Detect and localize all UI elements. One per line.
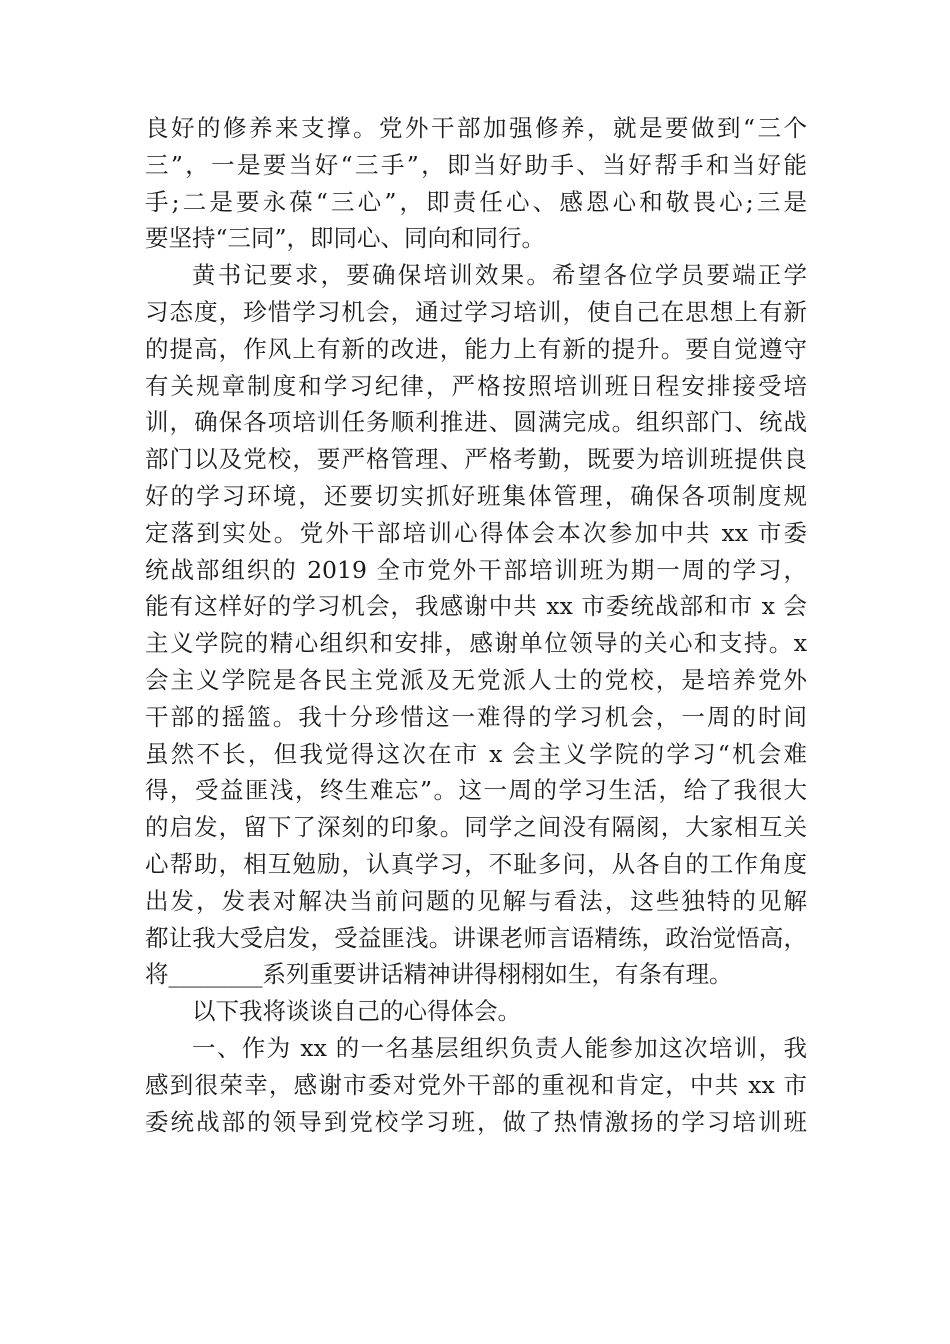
text-line: 三”，一是要当好“三手”，即当好助手、当好帮手和当好能 xyxy=(145,150,807,179)
text-line: 将________系列重要讲话精神讲得栩栩如生，有条有理。 xyxy=(145,960,733,989)
text-line: 虽然不长，但我觉得这次在市 x 会主义学院的学习“机会难 xyxy=(145,739,807,768)
text-line: 手;二是要永葆“三心”，即责任心、感恩心和敬畏心;三是 xyxy=(145,187,807,216)
text-line: 黄书记要求，要确保培训效果。希望各位学员要端正学 xyxy=(192,261,807,290)
text-line: 的启发，留下了深刻的印象。同学之间没有隔阂，大家相互关 xyxy=(145,813,807,842)
text-line: 会主义学院是各民主党派及无党派人士的党校，是培养党外 xyxy=(145,665,807,694)
text-line: 好的学习环境，还要切实抓好班集体管理，确保各项制度规 xyxy=(145,481,807,510)
text-line: 部门以及党校，要严格管理、严格考勤，既要为培训班提供良 xyxy=(145,445,807,474)
text-line: 主义学院的精心组织和安排，感谢单位领导的关心和支持。x xyxy=(145,629,807,658)
text-line: 习态度，珍惜学习机会，通过学习培训，使自己在思想上有新 xyxy=(145,297,807,326)
text-line: 良好的修养来支撑。党外干部加强修养，就是要做到“三个 xyxy=(145,114,807,142)
text-line: 以下我将谈谈自己的心得体会。 xyxy=(192,997,521,1026)
text-line: 定落到实处。党外干部培训心得体会本次参加中共 xx 市委 xyxy=(145,518,807,547)
text-line: 干部的摇篮。我十分珍惜这一难得的学习机会，一周的时间 xyxy=(145,702,807,731)
text-line: 统战部组织的 2019 全市党外干部培训班为期一周的学习， xyxy=(145,555,807,584)
text-line: 要坚持“三同”，即同心、同向和同行。 xyxy=(145,224,546,253)
text-line: 一、作为 xx 的一名基层组织负责人能参加这次培训，我 xyxy=(192,1033,807,1062)
text-line: 心帮助，相互勉励，认真学习，不耻多问，从各自的工作角度 xyxy=(145,849,807,878)
text-line: 能有这样好的学习机会，我感谢中共 xx 市委统战部和市 x 会 xyxy=(145,592,807,621)
text-line: 训，确保各项培训任务顺利推进、圆满完成。组织部门、统战 xyxy=(145,408,807,437)
text-line: 出发，发表对解决当前问题的见解与看法，这些独特的见解 xyxy=(145,886,807,915)
text-line: 委统战部的领导到党校学习班，做了热情激扬的学习培训班 xyxy=(145,1107,807,1136)
text-line: 感到很荣幸，感谢市委对党外干部的重视和肯定，中共 xx 市 xyxy=(145,1070,807,1099)
document-body xyxy=(145,110,807,1140)
text-line: 都让我大受启发，受益匪浅。讲课老师言语精练，政治觉悟高， xyxy=(145,923,807,952)
text-line: 有关规章制度和学习纪律，严格按照培训班日程安排接受培 xyxy=(145,371,807,400)
text-line: 的提高，作风上有新的改进，能力上有新的提升。要自觉遵守 xyxy=(145,334,807,363)
text-line: 得，受益匪浅，终生难忘”。这一周的学习生活，给了我很大 xyxy=(145,776,807,805)
